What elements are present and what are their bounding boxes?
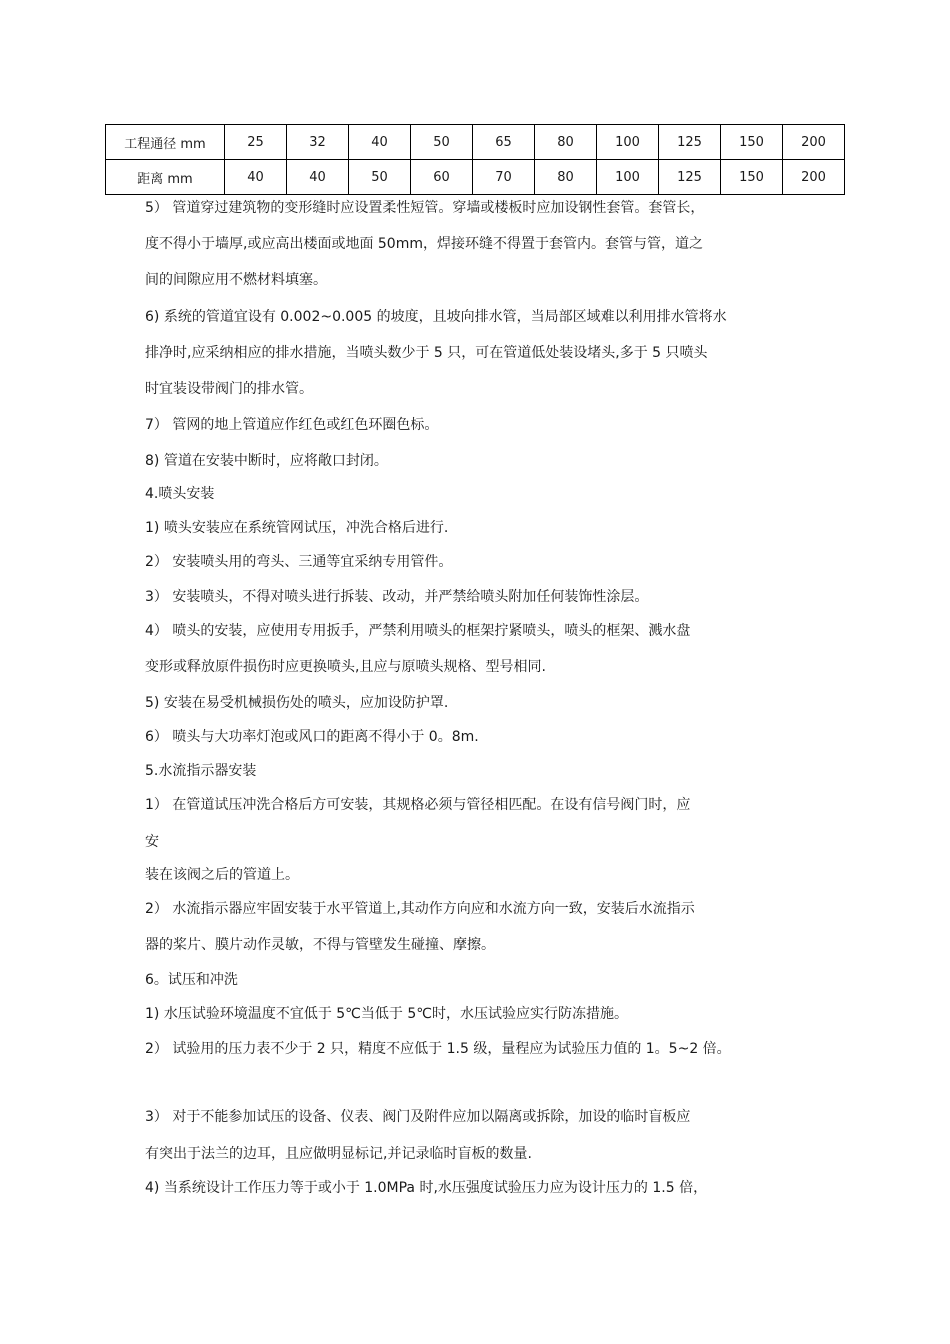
table-cell: 40 xyxy=(225,160,287,195)
table-cell: 70 xyxy=(473,160,535,195)
text-line: 2） 水流指示器应牢固安装于水平管道上,其动作方向应和水流方向一致，安装后水流指示 xyxy=(145,901,695,917)
text-line: 6) 系统的管道宜设有 0.002~0.005 的坡度，且坡向排水管，当局部区域难以利用排水管将水 xyxy=(145,309,727,325)
text-line: 度不得小于墙厚,或应高出楼面或地面 50mm，焊接环缝不得置于套管内。套管与管，道之 xyxy=(145,236,703,252)
text-line: 间的间隙应用不燃材料填塞。 xyxy=(145,272,327,288)
text-line: 5） 管道穿过建筑物的变形缝时应设置柔性短管。穿墙或楼板时应加设钢性套管。套管长， xyxy=(145,200,705,216)
text-line: 1) 水压试验环境温度不宜低于 5℃当低于 5℃时，水压试验应实行防冻措施。 xyxy=(145,1006,628,1022)
text-line: 3） 对于不能参加试压的设备、仪表、阀门及附件应加以隔离或拆除，加设的临时盲板应 xyxy=(145,1109,691,1125)
section-heading: 6。试压和冲洗 xyxy=(145,972,238,988)
table-row-label: 距离 mm xyxy=(106,160,225,195)
text-line: 3） 安装喷头，不得对喷头进行拆装、改动，并严禁给喷头附加任何装饰性涂层。 xyxy=(145,589,649,605)
table-cell: 40 xyxy=(287,160,349,195)
table-row xyxy=(106,160,845,195)
table-cell: 150 xyxy=(721,125,783,160)
text-line: 5) 安装在易受机械损伤处的喷头，应加设防护罩. xyxy=(145,695,449,711)
table-cell: 80 xyxy=(535,160,597,195)
text-line: 排净时,应采纳相应的排水措施，当喷头数少于 5 只，可在管道低处装设堵头,多于 5 只喷头 xyxy=(145,345,708,361)
text-line: 安 xyxy=(145,834,159,850)
text-line: 8) 管道在安装中断时，应将敞口封闭。 xyxy=(145,453,388,469)
text-line: 6） 喷头与大功率灯泡或风口的距离不得小于 0。8m. xyxy=(145,729,479,745)
table-cell: 50 xyxy=(349,160,411,195)
text-line: 4) 当系统设计工作压力等于或小于 1.0MPa 时,水压强度试验压力应为设计压力的 1.5 倍， xyxy=(145,1180,708,1196)
text-line: 2） 安装喷头用的弯头、三通等宜采纳专用管件。 xyxy=(145,554,453,570)
table-cell: 50 xyxy=(411,125,473,160)
table-row xyxy=(106,125,845,160)
text-line: 2） 试验用的压力表不少于 2 只，精度不应低于 1.5 级，量程应为试验压力值的 1。5~2 倍。 xyxy=(145,1041,731,1057)
text-line: 7） 管网的地上管道应作红色或红色环圈色标。 xyxy=(145,417,439,433)
table-cell: 150 xyxy=(721,160,783,195)
text-line: 变形或释放原件损伤时应更换喷头,且应与原喷头规格、型号相同. xyxy=(145,659,546,675)
table-cell: 200 xyxy=(783,125,845,160)
table-cell: 125 xyxy=(659,125,721,160)
table-cell: 125 xyxy=(659,160,721,195)
text-line: 时宜装设带阀门的排水管。 xyxy=(145,381,313,397)
table-cell: 80 xyxy=(535,125,597,160)
section-heading: 4.喷头安装 xyxy=(145,486,215,502)
table-row-label: 工程通径 mm xyxy=(106,125,225,160)
text-line: 1） 在管道试压冲洗合格后方可安装，其规格必须与管径相匹配。在设有信号阀门时，应 xyxy=(145,797,691,813)
text-line: 1) 喷头安装应在系统管网试压，冲洗合格后进行. xyxy=(145,520,449,536)
table-cell: 100 xyxy=(597,125,659,160)
text-line: 装在该阀之后的管道上。 xyxy=(145,867,299,883)
pipe-spacing-table xyxy=(105,124,845,195)
table-cell: 100 xyxy=(597,160,659,195)
table-cell: 65 xyxy=(473,125,535,160)
table-cell: 40 xyxy=(349,125,411,160)
text-line: 有突出于法兰的边耳，且应做明显标记,并记录临时盲板的数量. xyxy=(145,1146,532,1162)
table-cell: 25 xyxy=(225,125,287,160)
table-cell: 32 xyxy=(287,125,349,160)
section-heading: 5.水流指示器安装 xyxy=(145,763,257,779)
table-cell: 200 xyxy=(783,160,845,195)
text-line: 器的桨片、膜片动作灵敏，不得与管壁发生碰撞、摩擦。 xyxy=(145,937,495,953)
text-line: 4） 喷头的安装，应使用专用扳手，严禁利用喷头的框架拧紧喷头，喷头的框架、溅水盘 xyxy=(145,623,691,639)
table-cell: 60 xyxy=(411,160,473,195)
